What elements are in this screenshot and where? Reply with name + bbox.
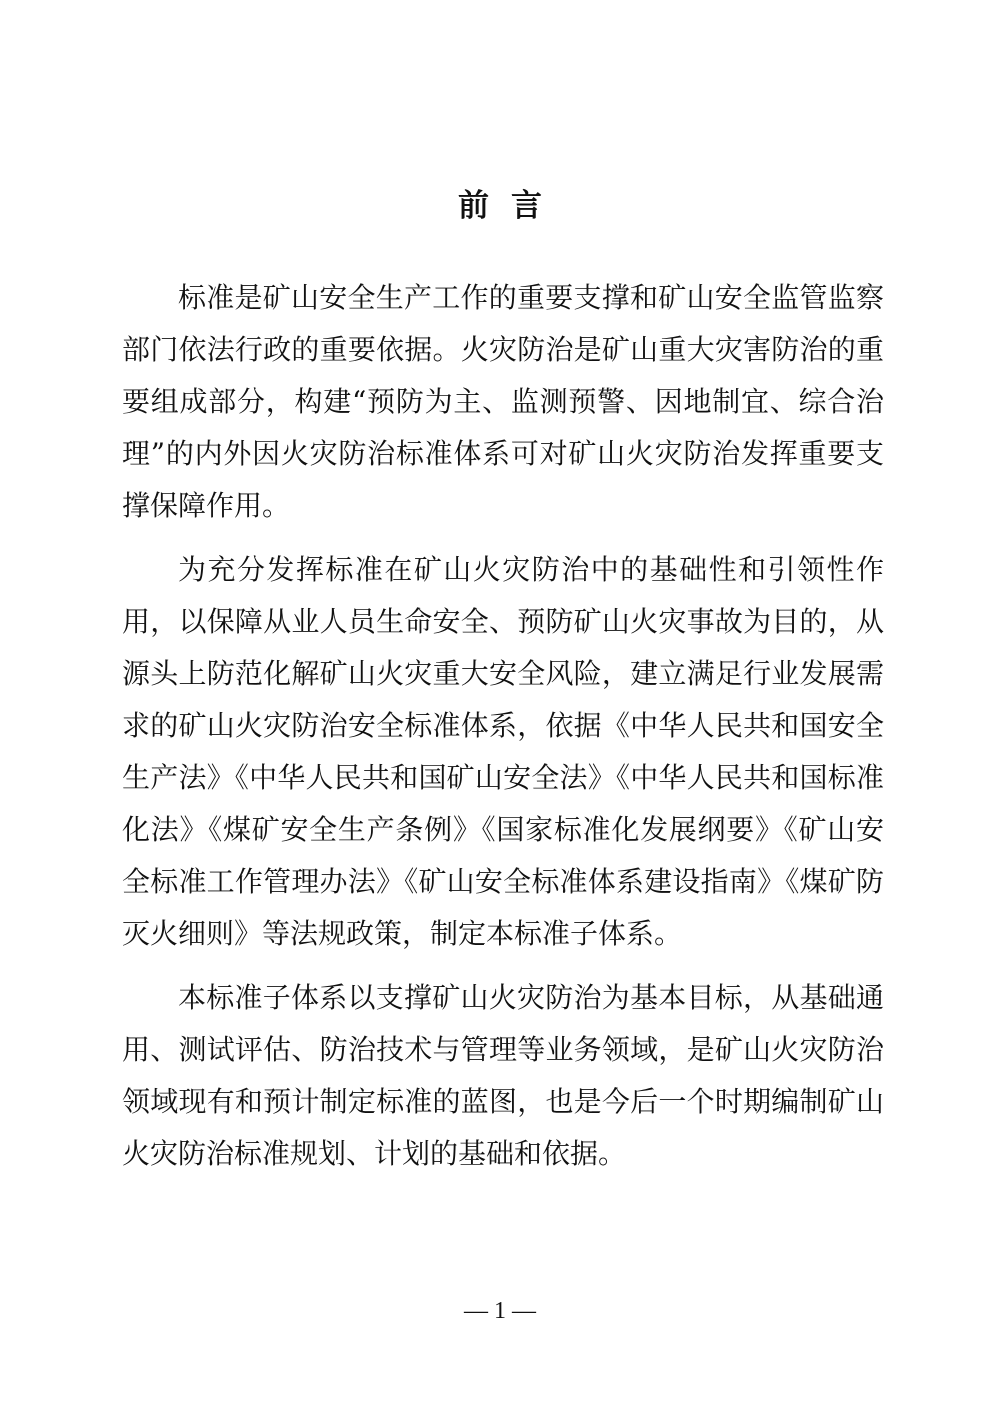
page-title: 前言 — [458, 188, 564, 224]
document-body — [122, 272, 884, 1180]
paragraph: 标准是矿山安全生产工作的重要支撑和矿山安全监管监察部门依法行政的重要依据。火灾防治是矿山重大灾害防治的重要组成部分，构建“预防为主、监测预警、因地制宜、综合治理”的内外因火灾防治标准体系可对矿山火灾防治发挥重要支撑保障作用。 — [122, 281, 884, 522]
paragraph: 为充分发挥标准在矿山火灾防治中的基础性和引领性作用，以保障从业人员生命安全、预防矿山火灾事故为目的，从源头上防范化解矿山火灾重大安全风险，建立满足行业发展需求的矿山火灾防治安全标准体系，依据《中华人民共和国安全生产法》《中华人民共和国矿山安全法》《中华人民共和国标准化法》《煤矿安全生产条例》《国家标准化发展纲要》《矿山安全标准工作管理办法》《矿山安全标准体系建设指南》《煤矿防灭火细则》等法规政策，制定本标准子体系。 — [122, 553, 884, 950]
paragraph: 本标准子体系以支撑矿山火灾防治为基本目标，从基础通用、测试评估、防治技术与管理等业务领域，是矿山火灾防治领域现有和预计制定标准的蓝图，也是今后一个时期编制矿山火灾防治标准规划、计划的基础和依据。 — [122, 981, 884, 1170]
page-number: — 1 — — [464, 1298, 536, 1324]
